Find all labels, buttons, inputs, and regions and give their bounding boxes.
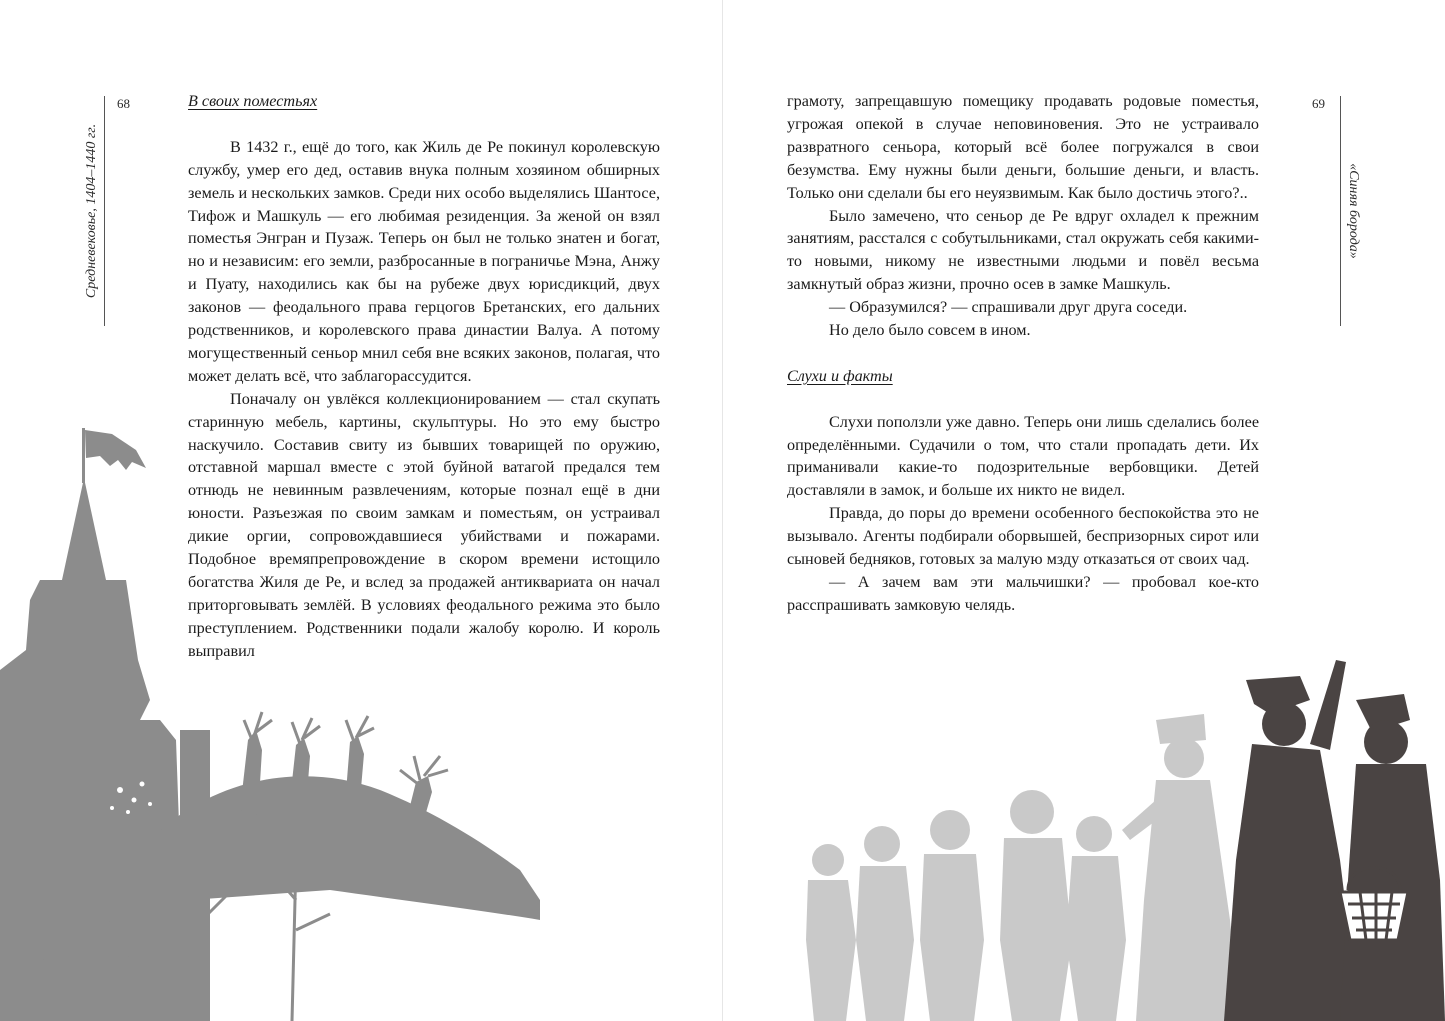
paragraph: В 1432 г., ещё до того, как Жиль де Ре покинул королевскую службу, умер его дед, оставив внука полным хозяином обширных земель и нескольких замков. Среди них особо выделялись Шантосе, Тифож и Машкуль — его любимая резиденция. За женой он взял поместья Энгран и Пузаж. Теперь он был не только знатен и богат, но и независим: его земли, разбросанные в пограничье Мэна, Анжу и Пуату, находились как бы на рубеже двух юрисдикций, двух законов — феодального права герцогов Бретанских, его дальних родственников, и королевского права династии Валуа. А потому могущественный сеньор мнил себя вне всяких законов, полагая, что может делать всё, что заблагорассудится.: [188, 137, 660, 385]
paragraph: Слухи поползли уже давно. Теперь они лишь сделались более определёнными. Судачили о том, что стали пропадать дети. Их приманивали какие-то подозрительные вербовщики. Детей доставляли в замок, и больше их никто не видел.: [787, 412, 1259, 500]
children-and-witches-illustration: [800, 640, 1445, 1021]
right-running-head-text: «Синяя борода»: [1346, 163, 1361, 259]
left-running-head-text: Средневековье, 1404–1440 гг.: [84, 123, 99, 299]
paragraph: Было замечено, что сеньор де Ре вдруг охладел к прежним занятиям, расстался с собутыльниками, стал окружать себя какими-то новыми, никому не известными людьми и повёл весьма замкнутый образ жизни, прочно осев в замке Машкуль.: [787, 206, 1259, 294]
paragraph: Правда, до поры до времени особенного беспокойства это не вызывало. Агенты подбирали оборвышей, беспризорных сирот или сыновей бедняков, готовых за малую мзду отказаться от своих чад.: [787, 504, 1259, 569]
left-page-number: 68: [117, 96, 130, 111]
dialogue-line: — Образумился? — спрашивали друг друга соседи.: [829, 298, 1188, 317]
right-running-head: [1340, 96, 1365, 326]
right-page-number: 69: [1312, 96, 1325, 111]
paragraph: Поначалу он увлёкся коллекционированием — стал скупать старинную мебель, картины, скульптуры. Но это ему быстро наскучило. Составив свиту из бывших товарищей по оружию, отставной маршал вместе с этой буйной ватагой предался тем отнюдь не невинным развлечениям, которые познал ещё в дни юности. Разъезжая по своим замкам и поместьям, он устраивал дикие оргии, сопровождавшиеся убийствами и пожарами. Подобное времяпрепровождение в скором времени истощило богатства Жиля де Ре, и вслед за продажей антиквариата он начал приторговывать землёй. В условиях феодального режима это было преступлением. Родственники подали жалобу королю. И король выправил: [188, 389, 660, 660]
paragraph-continuation: грамоту, запрещавшую помещику продавать родовые поместья, угрожая опекой в случае неповиновения. Это не устраивало развратного сеньора, который всё более погружался в свои безумства. Ему нужны были деньги, большие деньги, и власть. Только они сделали бы его неуязвимым. Как было достичь этого?..: [787, 92, 1259, 202]
left-text-column: [188, 90, 660, 663]
gutter: [722, 0, 723, 1021]
section-heading-rumors: Слухи и факты: [787, 366, 893, 385]
dialogue-line: — А зачем вам эти мальчишки? — пробовал кое-кто расспрашивать замковую челядь.: [787, 573, 1259, 614]
paragraph: Но дело было совсем в ином.: [829, 321, 1031, 340]
right-text-column: [787, 90, 1259, 617]
left-running-head: [80, 96, 105, 326]
section-heading-estates: В своих поместьях: [188, 92, 318, 110]
